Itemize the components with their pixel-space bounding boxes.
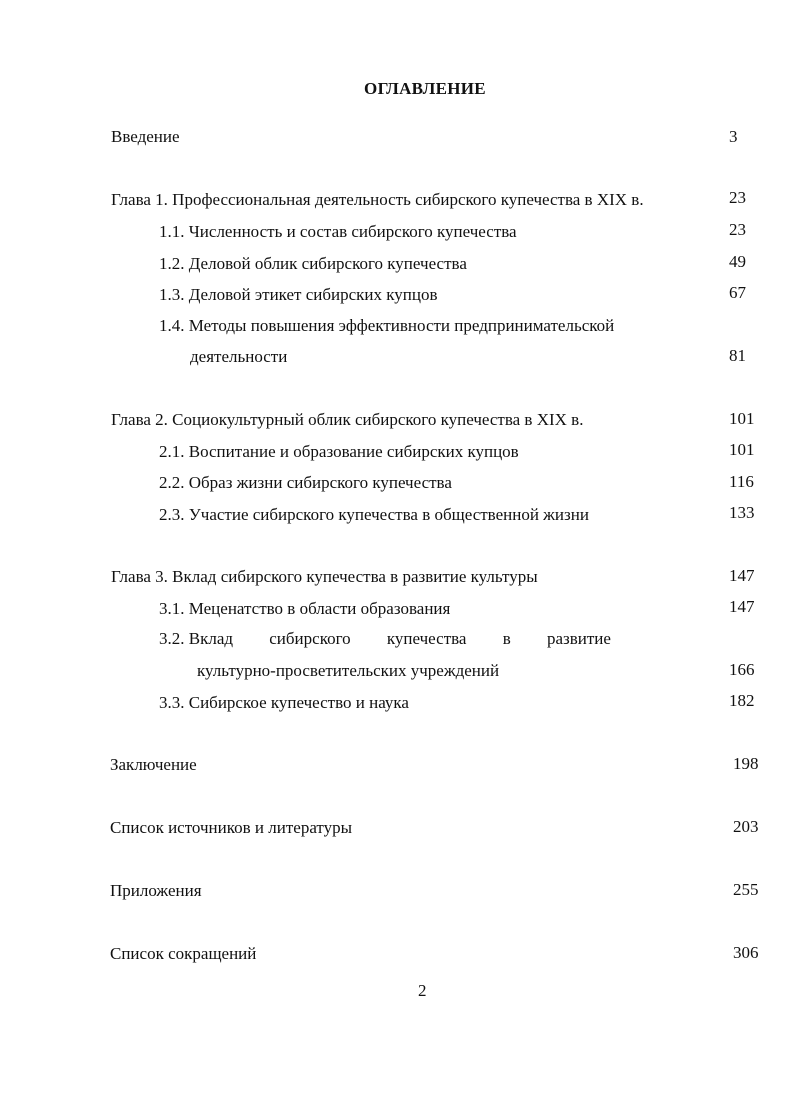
toc-page-2-3: 133 xyxy=(729,503,755,522)
toc-page-2-1: 101 xyxy=(729,440,755,459)
toc-entry-2-2: 2.2. Образ жизни сибирского купечества xyxy=(159,473,452,492)
toc-page-1-2: 49 xyxy=(729,252,746,271)
toc-page-chapter-1: 23 xyxy=(729,188,746,207)
page-number: 2 xyxy=(418,981,427,1000)
toc-entry-chapter-2: Глава 2. Социокультурный облик сибирского купечества в XIX в. xyxy=(111,410,584,429)
toc-page-3-2: 166 xyxy=(729,660,755,679)
toc-entry-conclusion: Заключение xyxy=(110,755,197,774)
toc-page-appendix: 255 xyxy=(733,880,759,899)
toc-entry-2-1: 2.1. Воспитание и образование сибирских купцов xyxy=(159,442,519,461)
toc-entry-3-1: 3.1. Меценатство в области образования xyxy=(159,599,451,618)
toc-page-intro: 3 xyxy=(729,127,738,146)
toc-entry-chapter-3: Глава 3. Вклад сибирского купечества в развитие культуры xyxy=(111,567,538,586)
toc-entry-1-4: 1.4. Методы повышения эффективности предпринимательской xyxy=(159,316,615,335)
toc-page-3-1: 147 xyxy=(729,597,755,616)
toc-page-2-2: 116 xyxy=(729,472,754,491)
toc-entry-3-2-cont: культурно-просветительских учреждений xyxy=(197,661,500,680)
toc-page-1-4: 81 xyxy=(729,346,746,365)
toc-entry-1-1: 1.1. Численность и состав сибирского купечества xyxy=(159,222,517,241)
toc-entry-chapter-1: Глава 1. Профессиональная деятельность сибирского купечества в XIX в. xyxy=(111,190,644,209)
toc-entry-3-2-word: развитие xyxy=(546,629,611,648)
toc-page-sources: 203 xyxy=(733,817,759,836)
toc-entry-3-2-word: купечества xyxy=(386,629,467,648)
toc-entry-3-2-word: в xyxy=(502,629,511,648)
toc-page-chapter-3: 147 xyxy=(729,566,755,585)
toc-entry-abbreviations: Список сокращений xyxy=(110,944,257,963)
toc-entry-sources: Список источников и литературы xyxy=(110,818,353,837)
toc-page-1-3: 67 xyxy=(729,283,746,302)
toc-page-conclusion: 198 xyxy=(733,754,759,773)
toc-entry-2-3: 2.3. Участие сибирского купечества в общественной жизни xyxy=(159,505,589,524)
toc-entry-3-3: 3.3. Сибирское купечество и наука xyxy=(159,693,409,712)
page-title: ОГЛАВЛЕНИЕ xyxy=(364,79,486,98)
toc-entry-1-4-cont: деятельности xyxy=(190,347,288,366)
toc-page-1-1: 23 xyxy=(729,220,746,239)
toc-page-abbreviations: 306 xyxy=(733,943,759,962)
toc-page-3-3: 182 xyxy=(729,691,755,710)
toc-entry-appendix: Приложения xyxy=(110,881,202,900)
toc-entry-3-2-word: 3.2. Вклад xyxy=(159,629,234,648)
toc-entry-1-3: 1.3. Деловой этикет сибирских купцов xyxy=(159,285,438,304)
toc-entry-intro: Введение xyxy=(111,127,180,146)
toc-entry-3-2 xyxy=(159,629,611,649)
toc-entry-3-2-word: сибирского xyxy=(269,629,351,648)
toc-page-chapter-2: 101 xyxy=(729,409,755,428)
toc-entry-1-2: 1.2. Деловой облик сибирского купечества xyxy=(159,254,467,273)
